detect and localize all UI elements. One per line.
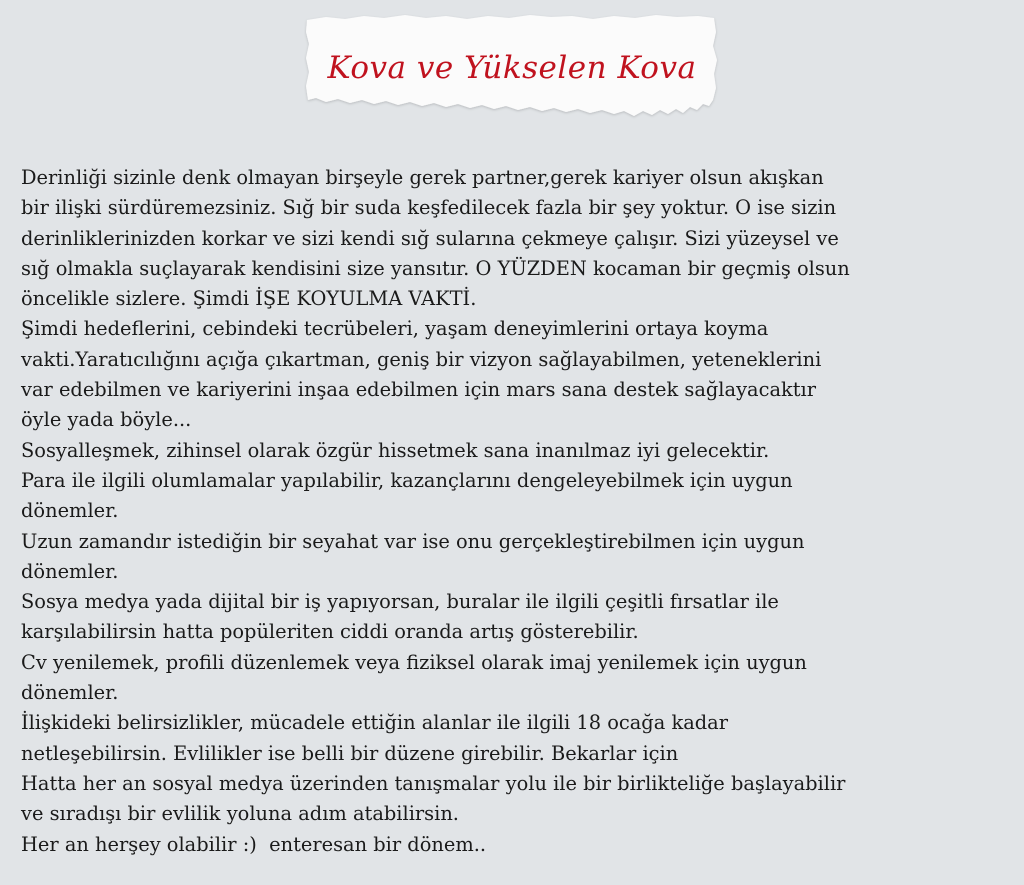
body-line: ve sıradışı bir evlilik yoluna adım atabilirsin. <box>21 802 459 826</box>
page-title: Kova ve Yükselen Kova <box>327 50 697 86</box>
body-line: netleşebilirsin. Evlilikler ise belli bir düzene girebilir. Bekarlar için <box>21 741 679 765</box>
body-line: karşılabilirsin hatta popüleriten ciddi oranda artış gösterebilir. <box>21 620 639 644</box>
body-line: var edebilmen ve kariyerini inşaa edebilmen için mars sana destek sağlayacaktır <box>21 378 817 402</box>
title-banner <box>304 14 720 120</box>
body-line: vakti.Yaratıcılığını açığa çıkartman, geniş bir vizyon sağlayabilmen, yeteneklerini <box>21 347 822 371</box>
body-line: derinliklerinizden korkar ve sizi kendi sığ sularına çekmeye çalışır. Sizi yüzeysel ve <box>21 226 839 250</box>
body-line: Para ile ilgili olumlamalar yapılabilir, kazançlarını dengeleyebilmek için uygun <box>21 468 793 492</box>
body-line: öncelikle sizlere. Şimdi İŞE KOYULMA VAKTİ. <box>21 287 477 311</box>
body-line: Hatta her an sosyal medya üzerinden tanışmalar yolu ile bir birlikteliğe başlayabilir <box>21 771 846 795</box>
body-line: Her an herşey olabilir :) enteresan bir dönem.. <box>21 832 487 856</box>
body-line: öyle yada böyle... <box>21 408 192 432</box>
body-line: Uzun zamandır istediğin bir seyahat var ise onu gerçekleştirebilmen için uygun <box>21 529 805 553</box>
body-line: Sosya medya yada dijital bir iş yapıyorsan, buralar ile ilgili çeşitli fırsatlar ile <box>21 590 779 614</box>
body-line: sığ olmakla suçlayarak kendisini size yansıtır. O YÜZDEN kocaman bir geçmiş olsun <box>21 256 850 280</box>
article-body <box>21 163 1011 860</box>
body-line: dönemler. <box>21 681 119 705</box>
body-line: İlişkideki belirsizlikler, mücadele ettiğin alanlar ile ilgili 18 ocağa kadar <box>21 711 728 735</box>
body-line: dönemler. <box>21 499 119 523</box>
body-line: Cv yenilemek, profili düzenlemek veya fiziksel olarak imaj yenilemek için uygun <box>21 650 807 674</box>
body-line: dönemler. <box>21 559 119 583</box>
body-line: Derinliği sizinle denk olmayan birşeyle gerek partner,gerek kariyer olsun akışkan <box>21 166 824 189</box>
body-line: Sosyalleşmek, zihinsel olarak özgür hissetmek sana inanılmaz iyi gelecektir. <box>21 438 770 462</box>
body-line: bir ilişki sürdüremezsiniz. Sığ bir suda keşfedilecek fazla bir şey yoktur. O ise sizin <box>21 196 837 220</box>
body-line: Şimdi hedeflerini, cebindeki tecrübeleri, yaşam deneyimlerini ortaya koyma <box>21 317 769 341</box>
